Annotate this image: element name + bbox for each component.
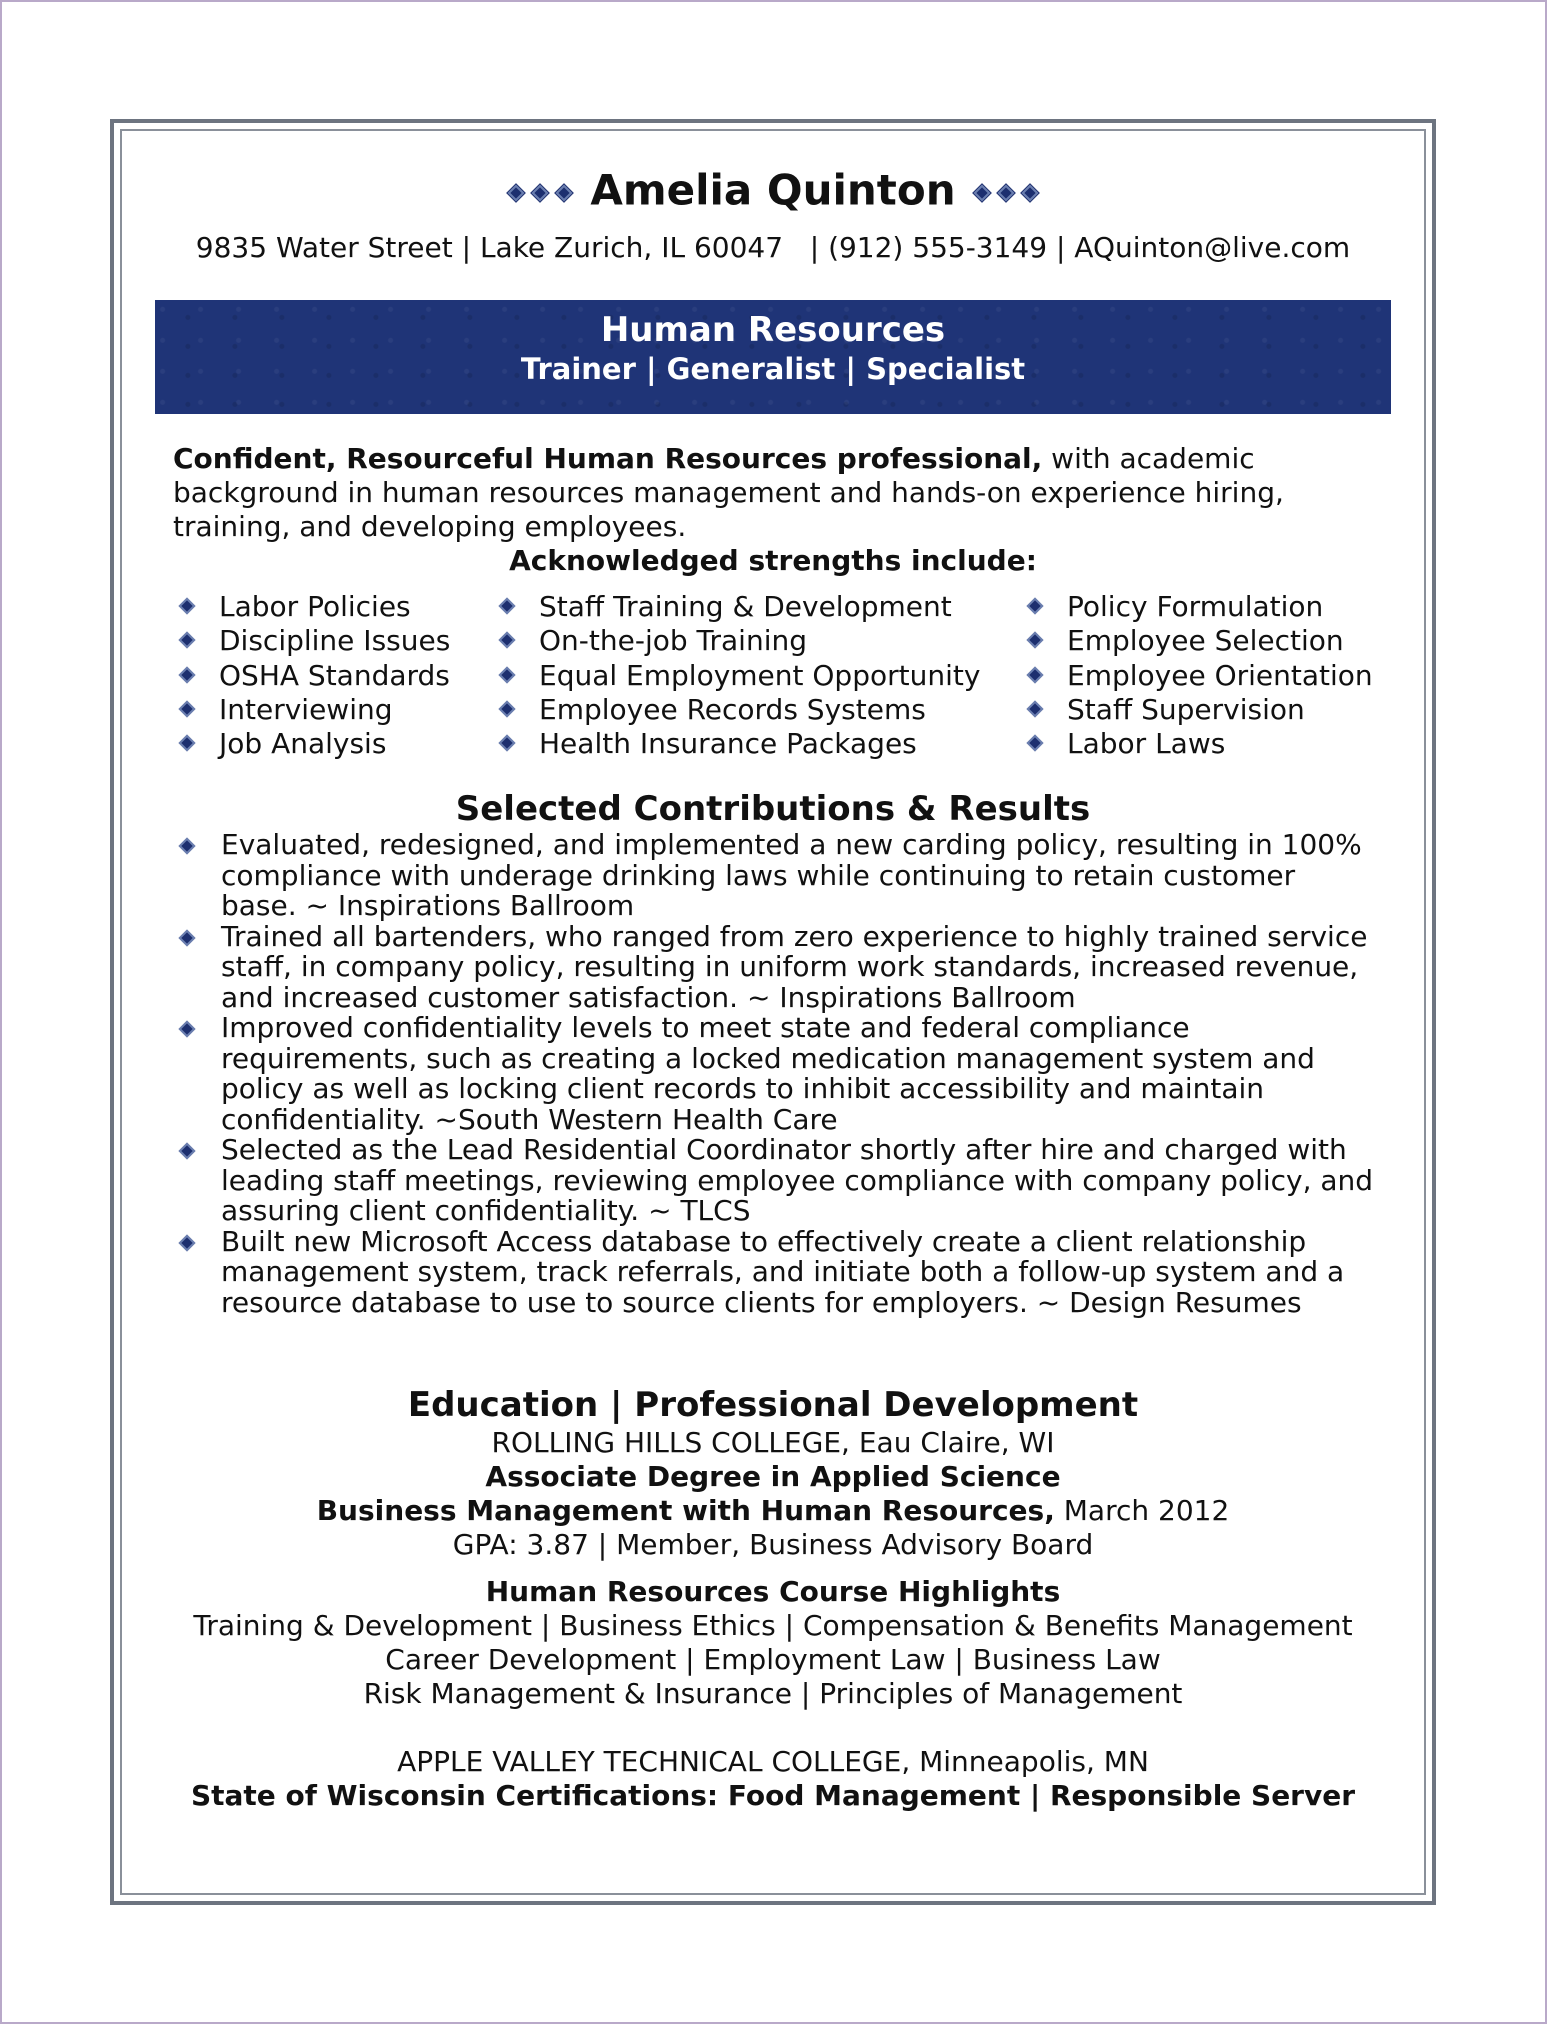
diamond-bullet-icon [179, 1143, 196, 1160]
diamond-bullet-icon [499, 598, 516, 615]
list-item: Employee Selection [1025, 624, 1405, 658]
contributions-list [177, 830, 1376, 1318]
diamond-ornament-left-icon [504, 163, 576, 219]
degree: Associate Degree in Applied Science [485, 1460, 1061, 1494]
list-item: Job Analysis [177, 727, 497, 761]
diamond-bullet-icon [179, 666, 196, 683]
diamond-bullet-icon [179, 1234, 196, 1251]
list-item: Labor Policies [177, 590, 497, 624]
diamond-bullet-icon [1027, 700, 1044, 717]
school-1: ROLLING HILLS COLLEGE, Eau Claire, WI [491, 1426, 1055, 1460]
diamond-bullet-icon [1027, 735, 1044, 752]
graduation-date: March 2012 [1054, 1494, 1230, 1528]
school-2: APPLE VALLEY TECHNICAL COLLEGE, Minneapolis, MN [397, 1745, 1149, 1779]
title-banner [155, 300, 1391, 414]
list-item: Staff Supervision [1025, 693, 1405, 727]
list-item: Equal Employment Opportunity [497, 659, 1025, 693]
list-item: Policy Formulation [1025, 590, 1405, 624]
diamond-bullet-icon [499, 666, 516, 683]
summary-text: with academic background in human resources management and hands-on experience hiring, training, and developing employees. [173, 442, 1284, 543]
diamond-bullet-icon [499, 735, 516, 752]
diamond-bullet-icon [1027, 632, 1044, 649]
gpa-line: GPA: 3.87 | Member, Business Advisory Board [452, 1528, 1094, 1562]
list-item: OSHA Standards [177, 659, 497, 693]
strengths-column-2 [497, 590, 1025, 761]
list-item: Interviewing [177, 693, 497, 727]
certifications: State of Wisconsin Certifications: Food Management | Responsible Server [190, 1779, 1356, 1813]
list-item: Discipline Issues [177, 624, 497, 658]
name-header [140, 160, 1406, 216]
candidate-name: Amelia Quinton [590, 165, 956, 215]
list-item: Improved confidentiality levels to meet state and federal compliance requirements, such as creating a locked medication management system and policy as well as locking client records to inhibit accessibility and maintain confidentiality. ~South Western Health Care [177, 1013, 1376, 1135]
course-line: Risk Management & Insurance | Principles of Management [363, 1677, 1183, 1711]
diamond-bullet-icon [499, 700, 516, 717]
diamond-bullet-icon [179, 838, 196, 855]
strengths-column-3 [1025, 590, 1405, 761]
diamond-bullet-icon [179, 735, 196, 752]
list-item: Staff Training & Development [497, 590, 1025, 624]
diamond-bullet-icon [499, 632, 516, 649]
list-item: Selected as the Lead Residential Coordinator shortly after hire and charged with leading staff meetings, reviewing employee compliance with company policy, and assuring client confidentiality. ~ TLCS [177, 1135, 1376, 1227]
course-line: Training & Development | Business Ethics | Compensation & Benefits Management [193, 1609, 1353, 1643]
diamond-bullet-icon [179, 929, 196, 946]
list-item: Labor Laws [1025, 727, 1405, 761]
list-item: Health Insurance Packages [497, 727, 1025, 761]
banner-title: Human Resources [600, 310, 946, 350]
list-item: On-the-job Training [497, 624, 1025, 658]
diamond-ornament-right-icon [970, 163, 1042, 219]
contributions-heading: Selected Contributions & Results [455, 789, 1091, 830]
contact-info: 9835 Water Street | Lake Zurich, IL 60047 | (912) 555-3149 | AQuinton@live.com [195, 231, 1351, 264]
strengths-column-1 [177, 590, 497, 761]
diamond-bullet-icon [179, 1021, 196, 1038]
strengths-list [177, 590, 1406, 761]
diamond-bullet-icon [1027, 598, 1044, 615]
list-item: Evaluated, redesigned, and implemented a new carding policy, resulting in 100% compliance with underage drinking laws while continuing to retain customer base. ~ Inspirations Ballroom [177, 830, 1376, 922]
list-item: Employee Orientation [1025, 659, 1405, 693]
education-heading: Education | Professional Development [407, 1385, 1139, 1426]
diamond-bullet-icon [1027, 666, 1044, 683]
summary-lead: Confident, Resourceful Human Resources professional, [173, 442, 1043, 475]
list-item: Employee Records Systems [497, 693, 1025, 727]
list-item: Built new Microsoft Access database to effectively create a client relationship management system, track referrals, and initiate both a follow-up system and a resource database to use to source clients for employers. ~ Design Resumes [177, 1227, 1376, 1319]
education-section [140, 1426, 1406, 1813]
diamond-bullet-icon [179, 598, 196, 615]
courses-heading: Human Resources Course Highlights [485, 1575, 1061, 1609]
list-item: Trained all bartenders, who ranged from zero experience to highly trained service staff, in company policy, resulting in uniform work standards, increased revenue, and increased customer satisfaction. ~ Inspirations Ballroom [177, 922, 1376, 1014]
strengths-heading: Acknowledged strengths include: [509, 544, 1037, 577]
major: Business Management with Human Resources, [316, 1494, 1055, 1528]
course-line: Career Development | Employment Law | Business Law [385, 1643, 1161, 1677]
resume-content [140, 160, 1406, 1813]
banner-subtitle: Trainer | Generalist | Specialist [520, 352, 1026, 386]
diamond-bullet-icon [179, 700, 196, 717]
major-line [140, 1494, 1406, 1528]
summary-paragraph [173, 442, 1376, 544]
diamond-bullet-icon [179, 632, 196, 649]
